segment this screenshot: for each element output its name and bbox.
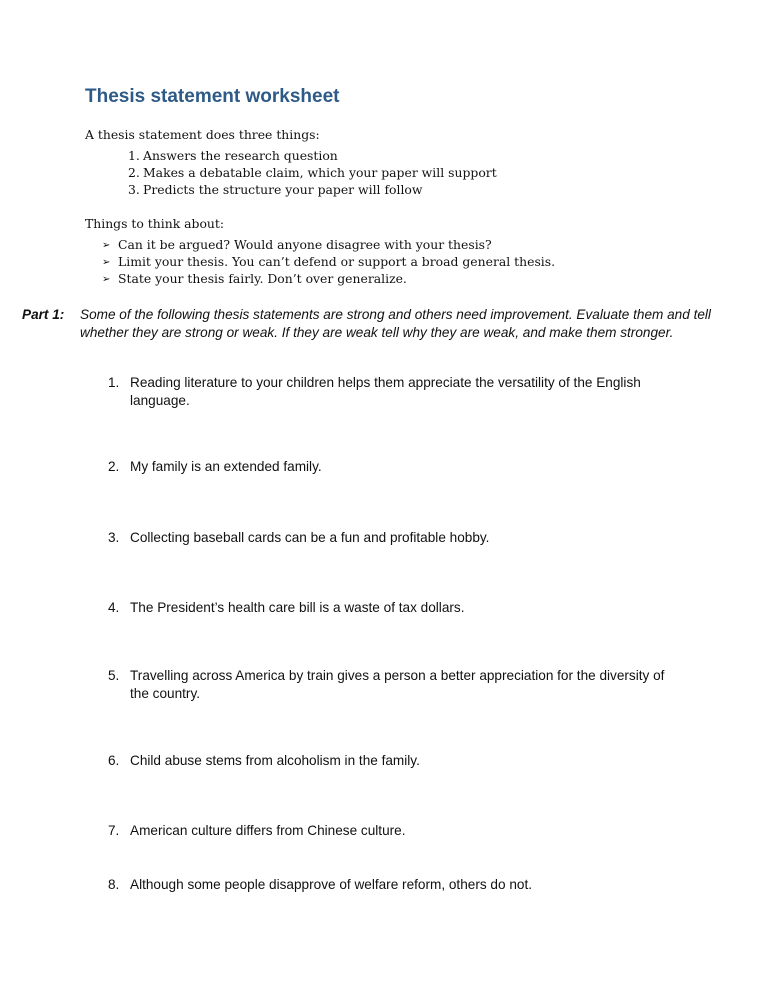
part1-text: Some of the following thesis statements are strong and others need improvement. Evaluate them and tell whether they are strong or weak. If they are weak tell why they are weak, and make them stronger. [80,307,711,340]
item-text: Answers the research question [143,148,338,163]
arrow-bullet-icon: ➢ [102,257,111,268]
intro-text: A thesis statement does three things: [85,127,320,142]
statement-text: Collecting baseball cards can be a fun and profitable hobby. [130,530,490,545]
statement-text: American culture differs from Chinese culture. [130,823,406,838]
item-text: State your thesis fairly. Don’t over generalize. [118,271,407,286]
list-item [128,164,497,181]
statement-number: 5. [108,668,120,683]
statement-item [108,599,668,617]
statement-item [108,374,668,410]
list-item [102,270,555,287]
three-things-list [128,147,497,198]
think-heading: Things to think about: [85,216,225,231]
list-item [128,181,497,198]
statement-number: 8. [108,877,120,892]
statement-text: My family is an extended family. [130,459,322,474]
item-number: 1. [128,148,140,163]
item-text: Can it be argued? Would anyone disagree with your thesis? [118,237,492,252]
statement-number: 6. [108,753,120,768]
item-text: Makes a debatable claim, which your paper will support [143,165,497,180]
arrow-bullet-icon: ➢ [102,240,111,251]
statement-item [108,822,668,840]
think-list [102,236,555,287]
statement-number: 1. [108,375,120,390]
statement-text: Reading literature to your children helps them appreciate the versatility of the English language. [130,375,641,408]
part1-instructions [22,306,722,342]
statement-number: 3. [108,530,120,545]
statement-text: The President’s health care bill is a waste of tax dollars. [130,600,465,615]
statement-text: Although some people disapprove of welfare reform, others do not. [130,877,533,892]
statement-number: 7. [108,823,120,838]
statement-number: 4. [108,600,120,615]
list-item [102,253,555,270]
statement-item [108,458,668,476]
statement-item [108,529,668,547]
item-text: Limit your thesis. You can’t defend or support a broad general thesis. [118,254,556,269]
statement-text: Child abuse stems from alcoholism in the family. [130,753,420,768]
statement-number: 2. [108,459,120,474]
page-title: Thesis statement worksheet [85,86,340,107]
statement-item [108,876,668,894]
part1-label: Part 1: [22,307,65,322]
item-text: Predicts the structure your paper will follow [143,182,423,197]
statement-item [108,752,668,770]
arrow-bullet-icon: ➢ [102,274,111,285]
list-item [128,147,497,164]
statement-text: Travelling across America by train gives a person a better appreciation for the diversity of the country. [130,668,665,701]
list-item [102,236,555,253]
item-number: 2. [128,165,140,180]
statement-item [108,667,668,703]
item-number: 3. [128,182,140,197]
